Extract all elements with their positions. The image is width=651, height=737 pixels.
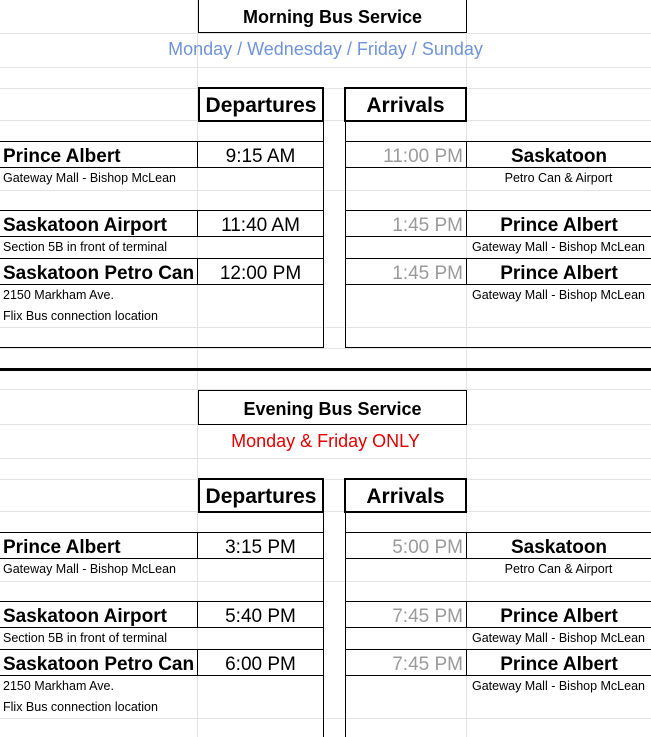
morning-trip-1-destination-note[interactable]: Petro Can & Airport	[504, 172, 613, 185]
evening-trip-1-origin-note[interactable]: Gateway Mall - Bishop McLean	[3, 563, 176, 576]
evening-trip-2-origin[interactable]: Saskatoon Airport	[0, 601, 198, 628]
evening-trip-1-origin[interactable]: Prince Albert	[0, 532, 198, 559]
evening-trip-2-destination[interactable]: Prince Albert	[466, 601, 651, 628]
morning-days[interactable]: Monday / Wednesday / Friday / Sunday	[168, 40, 483, 59]
morning-trip-1-origin-note[interactable]: Gateway Mall - Bishop McLean	[3, 172, 176, 185]
gridline	[0, 33, 651, 34]
evening-trip-2-origin-note[interactable]: Section 5B in front of terminal	[3, 632, 167, 645]
morning-trip-3-origin-note[interactable]: 2150 Markham Ave.	[3, 289, 114, 302]
evening-title[interactable]: Evening Bus Service	[198, 390, 467, 425]
row-border	[0, 347, 323, 348]
gridline	[0, 190, 651, 191]
morning-arrivals-header[interactable]: Arrivals	[344, 87, 467, 122]
morning-trip-2-origin-note[interactable]: Section 5B in front of terminal	[3, 241, 167, 254]
evening-trip-3-origin-note[interactable]: 2150 Markham Ave.	[3, 680, 114, 693]
morning-trip-3-origin-note-2[interactable]: Flix Bus connection location	[3, 310, 158, 323]
evening-trip-2-depart-time[interactable]: 5:40 PM	[197, 601, 324, 628]
evening-trip-1-arrive-time[interactable]: 5:00 PM	[345, 532, 467, 559]
morning-trip-1-depart-time[interactable]: 9:15 AM	[197, 141, 324, 168]
morning-trip-2-destination[interactable]: Prince Albert	[466, 210, 651, 237]
gridline	[0, 511, 651, 512]
evening-trip-1-depart-time[interactable]: 3:15 PM	[197, 532, 324, 559]
morning-trip-2-origin[interactable]: Saskatoon Airport	[0, 210, 198, 237]
evening-trip-1-destination[interactable]: Saskatoon	[466, 532, 651, 559]
morning-trip-1-arrive-time[interactable]: 11:00 PM	[345, 141, 467, 168]
evening-trip-3-depart-time[interactable]: 6:00 PM	[197, 649, 324, 676]
morning-trip-3-origin[interactable]: Saskatoon Petro Can	[0, 258, 198, 285]
evening-trip-3-origin-note-2[interactable]: Flix Bus connection location	[3, 701, 158, 714]
evening-trip-2-arrive-time[interactable]: 7:45 PM	[345, 601, 467, 628]
evening-trip-2-destination-note[interactable]: Gateway Mall - Bishop McLean	[472, 632, 645, 645]
morning-title[interactable]: Morning Bus Service	[198, 0, 467, 33]
evening-trip-3-destination[interactable]: Prince Albert	[466, 649, 651, 676]
evening-trip-3-arrive-time[interactable]: 7:45 PM	[345, 649, 467, 676]
gridline	[0, 67, 651, 68]
gridline	[0, 458, 651, 459]
evening-departures-header[interactable]: Departures	[198, 478, 324, 513]
morning-trip-3-destination[interactable]: Prince Albert	[466, 258, 651, 285]
section-separator	[0, 368, 651, 371]
morning-trip-2-destination-note[interactable]: Gateway Mall - Bishop McLean	[472, 241, 645, 254]
gridline	[0, 581, 651, 582]
evening-trip-1-destination-note[interactable]: Petro Can & Airport	[504, 563, 613, 576]
morning-departures-header[interactable]: Departures	[198, 87, 324, 122]
gridline	[0, 120, 651, 121]
gridline	[0, 348, 651, 349]
morning-trip-3-arrive-time[interactable]: 1:45 PM	[345, 258, 467, 285]
evening-arrivals-header[interactable]: Arrivals	[344, 478, 467, 513]
evening-trip-3-destination-note[interactable]: Gateway Mall - Bishop McLean	[472, 680, 645, 693]
gridline	[0, 479, 651, 480]
gridline	[0, 88, 651, 89]
row-border	[345, 347, 651, 348]
morning-trip-3-destination-note[interactable]: Gateway Mall - Bishop McLean	[472, 289, 645, 302]
evening-trip-3-origin[interactable]: Saskatoon Petro Can	[0, 649, 198, 676]
morning-trip-2-depart-time[interactable]: 11:40 AM	[197, 210, 324, 237]
morning-trip-1-destination[interactable]: Saskatoon	[466, 141, 651, 168]
morning-trip-1-origin[interactable]: Prince Albert	[0, 141, 198, 168]
morning-trip-2-arrive-time[interactable]: 1:45 PM	[345, 210, 467, 237]
morning-trip-3-depart-time[interactable]: 12:00 PM	[197, 258, 324, 285]
evening-days[interactable]: Monday & Friday ONLY	[231, 432, 420, 451]
